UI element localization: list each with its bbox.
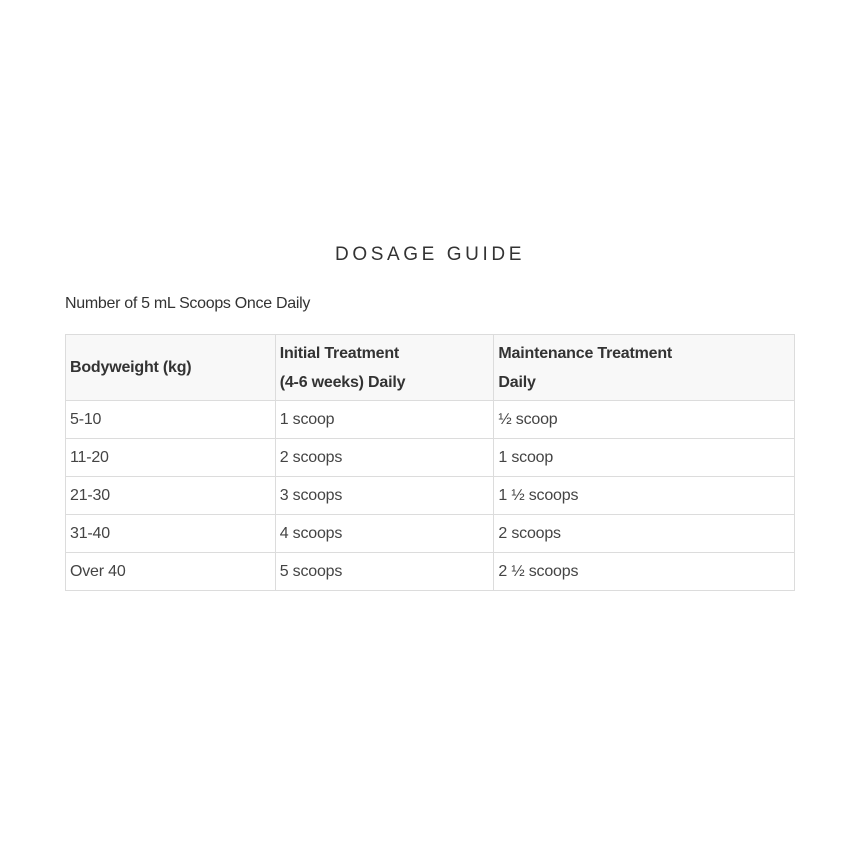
cell-maintenance-dose: ½ scoop	[494, 401, 795, 439]
header-initial-treatment-label: Initial Treatment	[279, 344, 400, 362]
cell-bodyweight: 21-30	[66, 477, 276, 515]
cell-initial-dose: 3 scoops	[275, 477, 494, 515]
cell-bodyweight: Over 40	[66, 553, 276, 591]
table-row	[66, 477, 795, 515]
cell-initial-dose: 2 scoops	[275, 439, 494, 477]
table-row	[66, 515, 795, 553]
table-row	[66, 439, 795, 477]
cell-maintenance-dose: 2 scoops	[494, 515, 795, 553]
header-bodyweight	[66, 335, 276, 401]
cell-maintenance-dose: 1 scoop	[494, 439, 795, 477]
cell-initial-dose: 4 scoops	[275, 515, 494, 553]
dosage-table	[65, 334, 795, 591]
cell-maintenance-dose: 2 ½ scoops	[494, 553, 795, 591]
header-initial-treatment-sublabel: (4-6 weeks) Daily	[279, 373, 406, 391]
table-row	[66, 553, 795, 591]
cell-maintenance-dose: 1 ½ scoops	[494, 477, 795, 515]
cell-bodyweight: 5-10	[66, 401, 276, 439]
cell-initial-dose: 1 scoop	[275, 401, 494, 439]
header-row	[66, 335, 795, 401]
table-caption: Number of 5 mL Scoops Once Daily	[65, 295, 311, 312]
page-title: DOSAGE GUIDE	[335, 244, 525, 265]
table-row	[66, 401, 795, 439]
header-initial-treatment	[275, 335, 494, 401]
cell-bodyweight: 31-40	[66, 515, 276, 553]
header-maintenance-treatment	[494, 335, 795, 401]
header-maintenance-treatment-label: Maintenance Treatment	[498, 344, 673, 362]
cell-initial-dose: 5 scoops	[275, 553, 494, 591]
header-maintenance-treatment-sublabel: Daily	[498, 373, 536, 391]
header-bodyweight-label: Bodyweight (kg)	[70, 359, 192, 376]
cell-bodyweight: 11-20	[66, 439, 276, 477]
